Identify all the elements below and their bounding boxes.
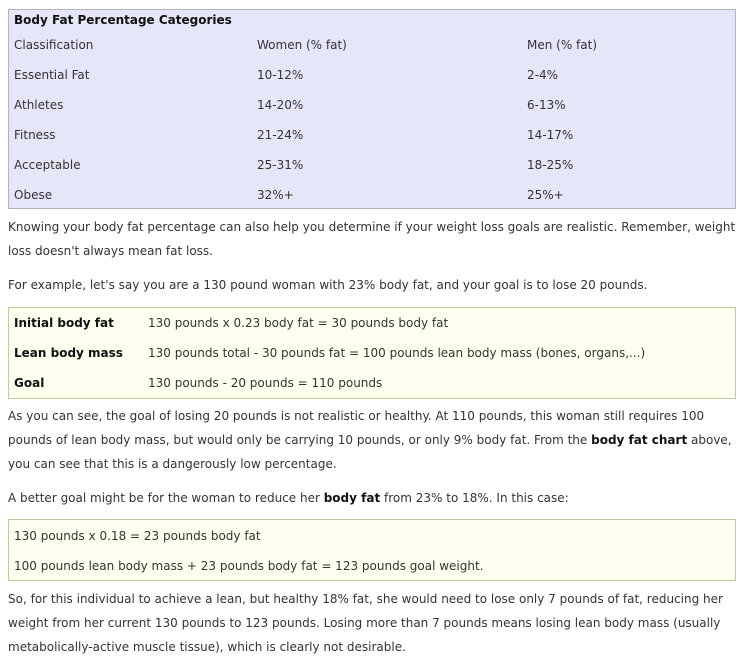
table-row	[9, 155, 735, 175]
classification-cell: Fitness	[14, 128, 56, 142]
example-calculation-table	[8, 307, 736, 399]
men-cell: 18-25%	[527, 158, 574, 172]
table-row	[9, 373, 735, 393]
men-cell: 25%+	[527, 188, 564, 202]
row-label: Goal	[14, 376, 45, 390]
women-cell: 14-20%	[257, 98, 304, 112]
classification-cell: Acceptable	[14, 158, 81, 172]
body-fat-categories-table	[8, 9, 736, 209]
paragraph-text: from 23% to 18%. In this case:	[380, 491, 569, 505]
table-row	[9, 313, 735, 333]
women-cell: 25-31%	[257, 158, 304, 172]
row-value: 130 pounds total - 30 pounds fat = 100 pounds lean body mass (bones, organs,...)	[148, 346, 646, 360]
table-row	[9, 65, 735, 85]
row-value: 130 pounds - 20 pounds = 110 pounds	[148, 376, 383, 390]
men-cell: 6-13%	[527, 98, 566, 112]
body-fat-emphasis: body fat	[323, 491, 381, 505]
paragraph-better-goal	[8, 486, 736, 510]
table-row	[9, 95, 735, 115]
column-header: Women (% fat)	[257, 38, 347, 52]
paragraph-intro: Knowing your body fat percentage can also help you determine if your weight loss goals are realistic. Remember, weight loss doesn't always mean fat loss.	[8, 220, 736, 258]
paragraph-text: A better goal might be for the woman to reduce her	[8, 491, 324, 505]
classification-cell: Obese	[14, 188, 53, 202]
classification-cell: Essential Fat	[14, 68, 90, 82]
calculation-line: 100 pounds lean body mass + 23 pounds body fat = 123 pounds goal weight.	[14, 559, 484, 573]
women-cell: 32%+	[257, 188, 294, 202]
classification-cell: Athletes	[14, 98, 64, 112]
men-cell: 14-17%	[527, 128, 574, 142]
calculation-line: 130 pounds x 0.18 = 23 pounds body fat	[14, 529, 261, 543]
women-cell: 21-24%	[257, 128, 304, 142]
column-header: Classification	[14, 38, 94, 52]
body-fat-chart-emphasis: body fat chart	[591, 433, 688, 447]
paragraph-text: above, you can see that this is a dangerously low percentage.	[8, 433, 732, 471]
table-header-row	[9, 35, 735, 55]
row-value: 130 pounds x 0.23 body fat = 30 pounds body fat	[148, 316, 449, 330]
women-cell: 10-12%	[257, 68, 304, 82]
paragraph-conclusion: So, for this individual to achieve a lean, but healthy 18% fat, she would need to lose only 7 pounds of fat, reducing her weight from her current 130 pounds to 123 pounds. Losing more than 7 pounds means losing lean body mass (usually metabolically-active muscle tissue), which is clearly not desirable.	[8, 592, 723, 654]
men-cell: 2-4%	[527, 68, 559, 82]
table-row	[9, 343, 735, 363]
better-goal-calculation-box	[8, 519, 736, 581]
row-label: Lean body mass	[14, 346, 123, 360]
row-label: Initial body fat	[14, 316, 114, 330]
paragraph-analysis	[8, 404, 736, 476]
column-header: Men (% fat)	[527, 38, 598, 52]
table-title: Body Fat Percentage Categories	[14, 13, 232, 27]
table-row	[9, 125, 735, 145]
paragraph-text: As you can see, the goal of losing 20 pounds is not realistic or healthy. At 110 pounds, this woman still requires 100 pounds of lean body mass, but would only be carrying 10 pounds, or only 9% body fat. From the	[8, 409, 705, 447]
paragraph-example: For example, let's say you are a 130 pound woman with 23% body fat, and your goal is to lose 20 pounds.	[8, 278, 648, 292]
table-row	[9, 185, 735, 205]
